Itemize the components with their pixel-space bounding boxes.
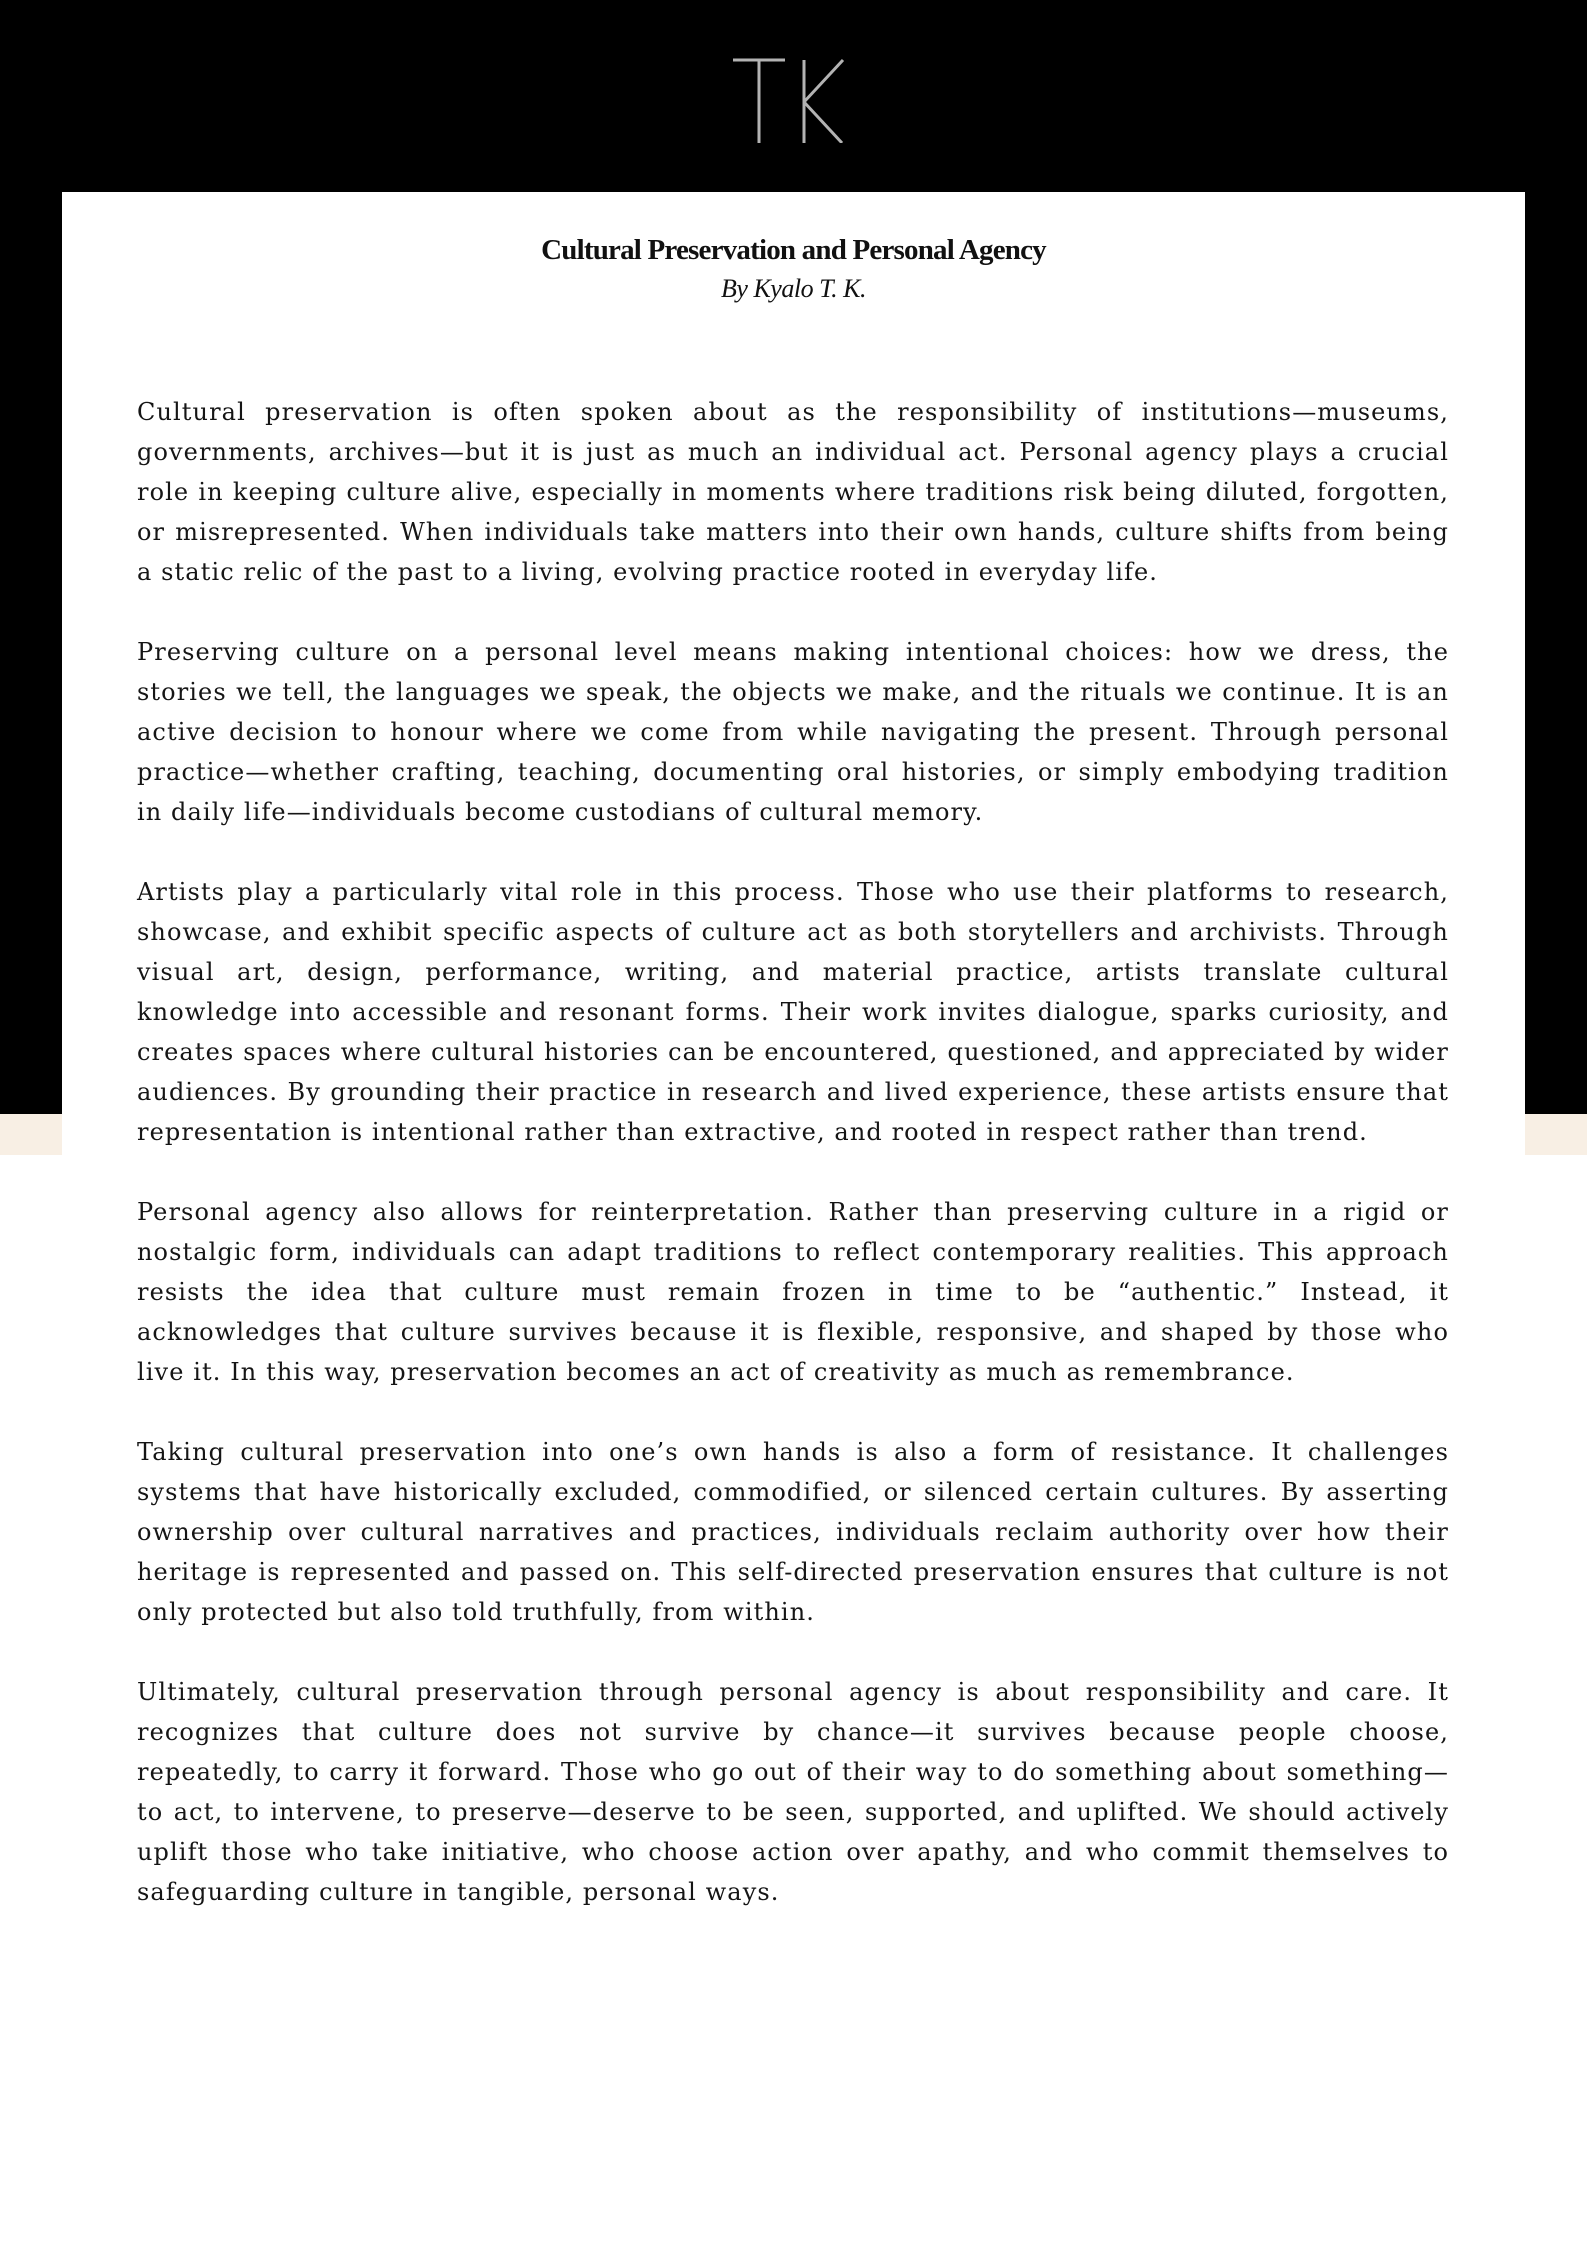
paragraph-2: Preserving culture on a personal level means making intentional choices: how we dress, the stories we tell, the languages we speak, the objects we make, and the rituals we continue. It is an active decision to honour where we come from while navigating the present. Through personal practice—whether crafting, teaching, documenting oral histories, or simply embodying tradition in daily life—individuals become custodians of cultural memory. (137, 638, 1449, 826)
article-sheet (62, 192, 1525, 2245)
paragraph-5: Taking cultural preservation into one’s own hands is also a form of resistance. It challenges systems that have historically excluded, commodified, or silenced certain cultures. By asserting ownership over cultural narratives and practices, individuals reclaim authority over how their heritage is represented and passed on. This self-directed preservation ensures that culture is not only protected but also told truthfully, from within. (137, 1438, 1449, 1626)
paragraph-3: Artists play a particularly vital role in this process. Those who use their platforms to research, showcase, and exhibit specific aspects of culture act as both storytellers and archivists. Through visual art, design, performance, writing, and material practice, artists translate cultural knowledge into accessible and resonant forms. Their work invites dialogue, sparks curiosity, and creates spaces where cultural histories can be encountered, questioned, and appreciated by wider audiences. By grounding their practice in research and lived experience, these artists ensure that representation is intentional rather than extractive, and rooted in respect rather than trend. (137, 878, 1449, 1146)
paragraph-1: Cultural preservation is often spoken about as the responsibility of institutions—museums, governments, archives—but it is just as much an individual act. Personal agency plays a crucial role in keeping culture alive, especially in moments where traditions risk being diluted, forgotten, or misrepresented. When individuals take matters into their own hands, culture shifts from being a static relic of the past to a living, evolving practice rooted in everyday life. (137, 398, 1449, 586)
tk-monogram-icon (733, 58, 848, 143)
paragraph-4: Personal agency also allows for reinterpretation. Rather than preserving culture in a rigid or nostalgic form, individuals can adapt traditions to reflect contemporary realities. This approach resists the idea that culture must remain frozen in time to be “authentic.” Instead, it acknowledges that culture survives because it is flexible, responsive, and shaped by those who live it. In this way, preservation becomes an act of creativity as much as remembrance. (137, 1198, 1449, 1386)
article-byline: By Kyalo T. K. (721, 274, 866, 303)
paragraph-6: Ultimately, cultural preservation through personal agency is about responsibility and care. It recognizes that culture does not survive by chance—it survives because people choose, repeatedly, to carry it forward. Those who go out of their way to do something about something—to act, to intervene, to preserve—deserve to be seen, supported, and uplifted. We should actively uplift those who take initiative, who choose action over apathy, and who commit themselves to safeguarding culture in tangible, personal ways. (137, 1678, 1449, 1906)
article-title: Cultural Preservation and Personal Agency (541, 234, 1046, 266)
article-body (137, 392, 1449, 1952)
